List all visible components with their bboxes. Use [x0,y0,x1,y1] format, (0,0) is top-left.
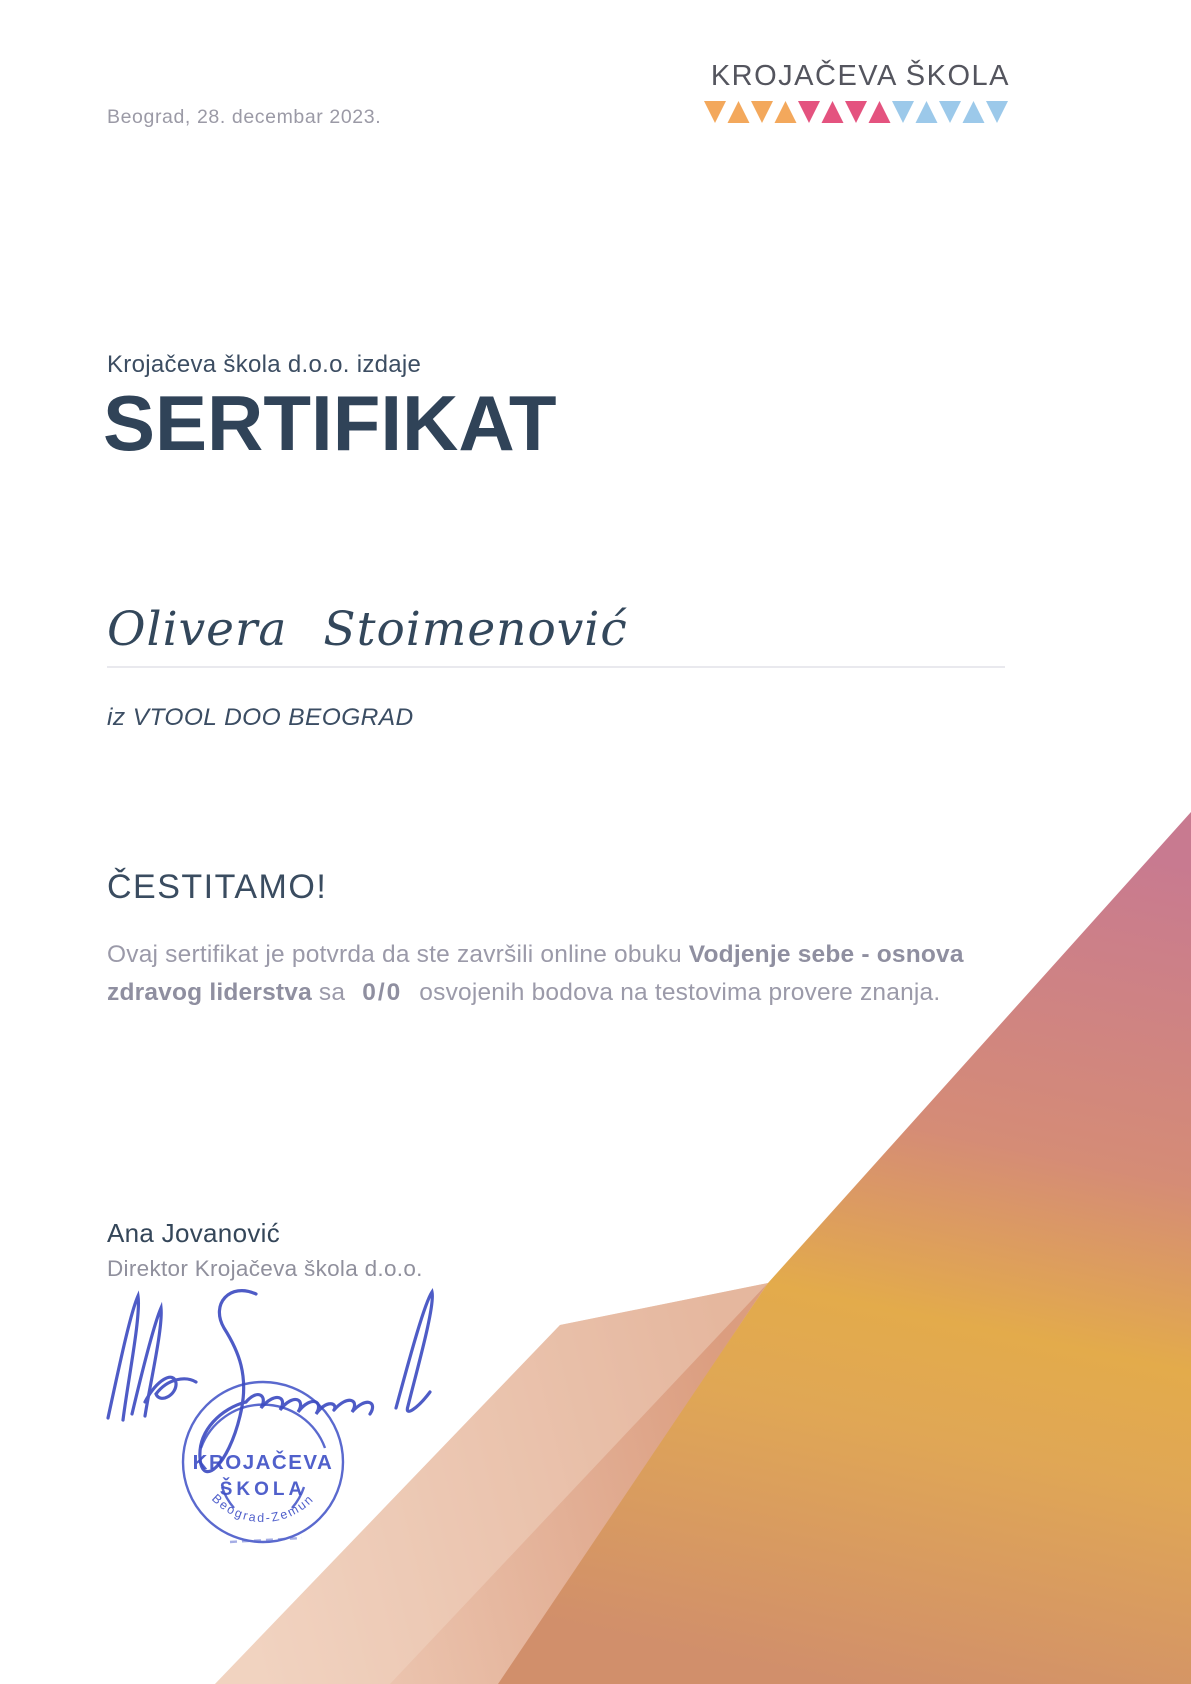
score-value: 0/0 [362,979,403,1006]
certificate-title: SERTIFIKAT [103,379,557,467]
date-line: Beograd, 28. decembar 2023. [107,106,382,128]
signatory-role: Direktor Krojačeva škola d.o.o. [107,1256,423,1281]
stamp-arc-text: Beograd-Zemun [209,1491,317,1526]
band-triangle [751,101,773,123]
band-triangle [963,101,985,123]
band-triangle [892,101,914,123]
band-triangle [916,101,938,123]
congrats-heading: ČESTITAMO! [107,868,328,906]
recipient-origin: iz VTOOL DOO BEOGRAD [107,704,414,731]
band-triangle [939,101,961,123]
logo [704,60,1010,124]
band-triangle [775,101,797,123]
name-underline [107,666,1005,668]
band-triangle [869,101,891,123]
congrats-paragraph [107,936,969,1012]
signature-and-stamp [98,1280,448,1555]
issuer-line: Krojačeva škola d.o.o. izdaje [107,351,422,378]
band-triangle [845,101,867,123]
stamp-text-group [193,1450,334,1525]
congrats-text: osvojenih bodova na testovima provere znanja. [412,979,941,1006]
stamp-line1: KROJAČEVA [192,1451,334,1474]
signatory-name: Ana Jovanović [107,1218,281,1248]
recipient-name: Olivera Stoimenović [107,602,628,657]
band-triangle [704,101,726,123]
congrats-text: Ovaj sertifikat je potvrda da ste završili online obuku [107,941,689,968]
band-triangle [822,101,844,123]
band-triangle [798,101,820,123]
logo-triangle-band [704,101,1010,124]
congrats-text: sa [311,979,353,1006]
logo-wordmark: KROJAČEVA ŠKOLA [710,60,1010,92]
stamp-inner-arc [201,1405,325,1448]
stamp-line2: ŠKOLA [219,1479,307,1500]
band-triangle [986,101,1008,123]
band-triangle [728,101,750,123]
course-name: Vodjenje sebe - osnova zdravog liderstva [107,941,964,1006]
